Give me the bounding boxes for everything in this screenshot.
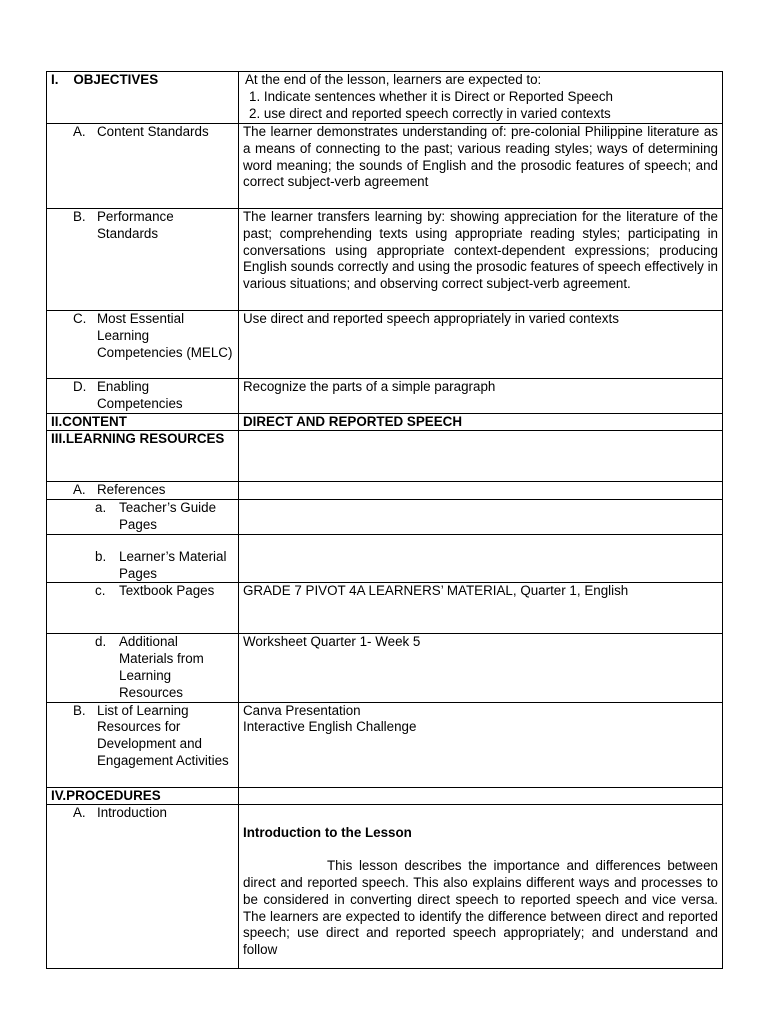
content-standards-label-cell <box>47 124 239 209</box>
learners-material-label-cell <box>47 534 239 583</box>
list-resources-letter: B. <box>73 702 86 718</box>
learning-resources-label: III.LEARNING RESOURCES <box>47 431 239 482</box>
additional-materials-row <box>47 634 723 702</box>
list-resources-row <box>47 702 723 787</box>
teachers-guide-letter: a. <box>95 500 107 516</box>
textbook-text: GRADE 7 PIVOT 4A LEARNERS’ MATERIAL, Quarter 1, English <box>239 583 723 634</box>
objective-item-1: 1. Indicate sentences whether it is Direct or Reported Speech <box>249 88 613 104</box>
additional-materials-label-cell <box>47 634 239 702</box>
list-resource-1: Canva Presentation <box>243 702 361 718</box>
objectives-row <box>47 72 723 124</box>
objective-item-2: 2. use direct and reported speech correctly in varied contexts <box>249 105 611 121</box>
textbook-row <box>47 583 723 634</box>
references-value <box>239 482 723 500</box>
content-standards-label: Content Standards <box>97 124 209 139</box>
additional-materials-text: Worksheet Quarter 1- Week 5 <box>239 634 723 702</box>
references-letter: A. <box>73 482 86 498</box>
content-label: II.CONTENT <box>47 413 239 431</box>
objectives-cell <box>239 72 723 124</box>
references-label-cell <box>47 482 239 500</box>
performance-standards-text: The learner transfers learning by: showing appreciation for the literature of the past; comprehending texts using appropriate reading styles; participating in conversations using appropriate context-dependent expressions; producing English sounds correctly and using the prosodic features of speech effectively in various situations; and observing correct subject-verb agreement. <box>239 209 723 311</box>
introduction-row <box>47 805 723 969</box>
learners-material-label: Learner’s Material Pages <box>119 548 227 581</box>
learners-material-letter: b. <box>95 548 107 564</box>
melc-text: Use direct and reported speech appropriately in varied contexts <box>239 311 723 379</box>
introduction-label: Introduction <box>97 805 167 821</box>
teachers-guide-label: Teacher’s Guide Pages <box>119 500 217 532</box>
performance-standards-row <box>47 209 723 311</box>
enabling-row <box>47 379 723 414</box>
enabling-label-cell <box>47 379 239 414</box>
content-standards-letter: A. <box>73 124 86 139</box>
learning-resources-value <box>239 431 723 482</box>
enabling-text: Recognize the parts of a simple paragraph <box>239 379 723 414</box>
melc-letter: C. <box>73 311 87 326</box>
content-standards-text: The learner demonstrates understanding of: pre-colonial Philippine literature as a means of connecting to the past; various reading styles; ways of determining word meaning; the sounds of English and the prosodic features of speech; and correct subject-verb agreement <box>239 124 723 209</box>
procedures-value <box>239 787 723 805</box>
references-row <box>47 482 723 500</box>
objectives-intro: At the end of the lesson, learners are expected to: <box>245 72 542 87</box>
teachers-guide-row <box>47 500 723 535</box>
performance-standards-label-cell <box>47 209 239 311</box>
content-text: DIRECT AND REPORTED SPEECH <box>239 413 723 431</box>
textbook-letter: c. <box>95 583 106 599</box>
learners-material-text <box>239 534 723 583</box>
introduction-title: Introduction to the Lesson <box>243 825 412 841</box>
melc-row <box>47 311 723 379</box>
additional-materials-letter: d. <box>95 634 107 650</box>
list-resources-cell <box>239 702 723 787</box>
teachers-guide-text <box>239 500 723 535</box>
textbook-label-cell <box>47 583 239 634</box>
teachers-guide-label-cell <box>47 500 239 535</box>
content-standards-row <box>47 124 723 209</box>
list-resources-label: List of Learning Resources for Development and Engagement Activities <box>97 702 229 768</box>
introduction-label-cell <box>47 805 239 969</box>
references-label: References <box>97 482 166 498</box>
introduction-body: This lesson describes the importance and differences between direct and reported speech. This also explains different ways and processes to be considered in converting direct speech to reported speech and vice versa. The learners are expected to identify the difference between direct and reported speech; use direct and reported speech appropriately; and understand and follow <box>243 858 718 958</box>
objectives-label: I. OBJECTIVES <box>47 72 239 124</box>
additional-materials-label: Additional Materials from Learning Resources <box>119 634 204 700</box>
procedures-row <box>47 787 723 805</box>
performance-standards-letter: B. <box>73 209 86 224</box>
melc-label: Most Essential Learning Competencies (MELC) <box>97 311 233 360</box>
learning-resources-row <box>47 431 723 482</box>
list-resource-2: Interactive English Challenge <box>243 719 417 735</box>
introduction-letter: A. <box>73 805 86 821</box>
performance-standards-label: Performance Standards <box>97 209 174 241</box>
melc-label-cell <box>47 311 239 379</box>
enabling-letter: D. <box>73 379 87 394</box>
list-resources-label-cell <box>47 702 239 787</box>
procedures-label: IV.PROCEDURES <box>47 787 239 805</box>
content-row <box>47 413 723 431</box>
lesson-plan-table <box>46 71 723 969</box>
learners-material-row <box>47 534 723 583</box>
enabling-label: Enabling Competencies <box>97 379 183 411</box>
introduction-cell <box>239 805 723 969</box>
textbook-label: Textbook Pages <box>119 583 215 599</box>
